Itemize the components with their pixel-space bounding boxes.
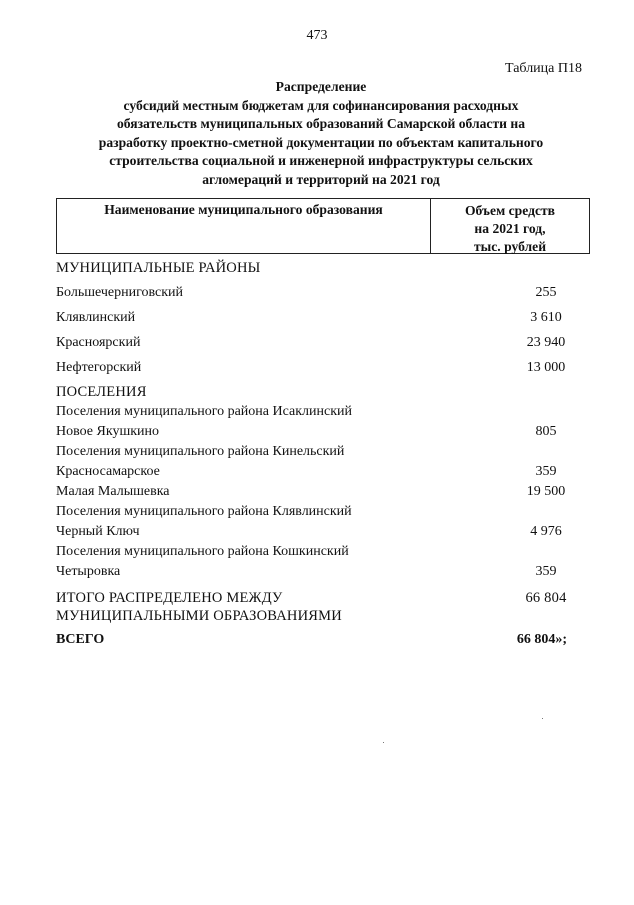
title-line: обязательств муниципальных образований Самарской области на: [116, 116, 525, 131]
row-value: 4 976: [530, 524, 562, 539]
row-name: ВСЕГО: [56, 632, 105, 647]
row-name: ПОСЕЛЕНИЯ: [56, 384, 147, 400]
title-line: Распределение: [275, 79, 367, 94]
header-amount-line: на 2021 год,: [474, 221, 546, 236]
page-number: 473: [306, 28, 328, 43]
row-name: Нефтегорский: [56, 360, 142, 375]
row-name: МУНИЦИПАЛЬНЫЕ РАЙОНЫ: [56, 260, 261, 276]
row-name: Малая Малышевка: [56, 484, 170, 499]
row-value: 66 804»;: [516, 632, 568, 647]
table-tag: Таблица П18: [505, 61, 582, 76]
header-amount: [431, 199, 589, 253]
row-name: Красносамарское: [56, 464, 160, 479]
title-line: агломераций и территорий на 2021 год: [202, 171, 440, 187]
row-name: Клявлинский: [56, 310, 136, 325]
title-line: строительства социальной и инженерной инфраструктуры сельских: [109, 153, 533, 168]
document-title: [60, 78, 582, 189]
row-value: 359: [535, 464, 557, 479]
row-name: Поселения муниципального района Исаклинский: [56, 404, 352, 419]
row-name: Поселения муниципального района Кинельский: [56, 444, 345, 459]
header-amount-line: тыс. рублей: [473, 239, 547, 254]
title-line: субсидий местным бюджетам для софинансирования расходных: [123, 97, 519, 113]
row-value: 255: [535, 285, 557, 300]
row-name: МУНИЦИПАЛЬНЫМИ ОБРАЗОВАНИЯМИ: [56, 608, 342, 624]
row-name: ИТОГО РАСПРЕДЕЛЕНО МЕЖДУ: [56, 590, 283, 606]
row-name: Красноярский: [56, 335, 141, 350]
header-municipality-name: Наименование муниципального образования: [57, 199, 431, 253]
header-amount-line: Объем средств: [464, 203, 556, 218]
row-name: Поселения муниципального района Клявлинский: [56, 504, 352, 519]
row-value: 66 804: [525, 590, 567, 606]
row-name: Четыровка: [56, 564, 121, 579]
row-value: 359: [535, 564, 557, 579]
row-name: Большечерниговский: [56, 285, 184, 300]
row-value: 23 940: [526, 335, 566, 350]
row-name: Поселения муниципального района Кошкинский: [56, 544, 349, 559]
row-value: 19 500: [526, 484, 566, 499]
row-name: Черный Ключ: [56, 524, 140, 539]
row-value: 3 610: [530, 310, 562, 325]
scan-speck: [542, 718, 543, 719]
title-line: разработку проектно-сметной документации по объектам капитального: [98, 134, 544, 150]
row-value: 13 000: [526, 360, 566, 375]
table-header: [56, 198, 590, 254]
scan-speck: [383, 742, 384, 743]
row-name: Новое Якушкино: [56, 424, 160, 439]
row-value: 805: [535, 424, 557, 439]
